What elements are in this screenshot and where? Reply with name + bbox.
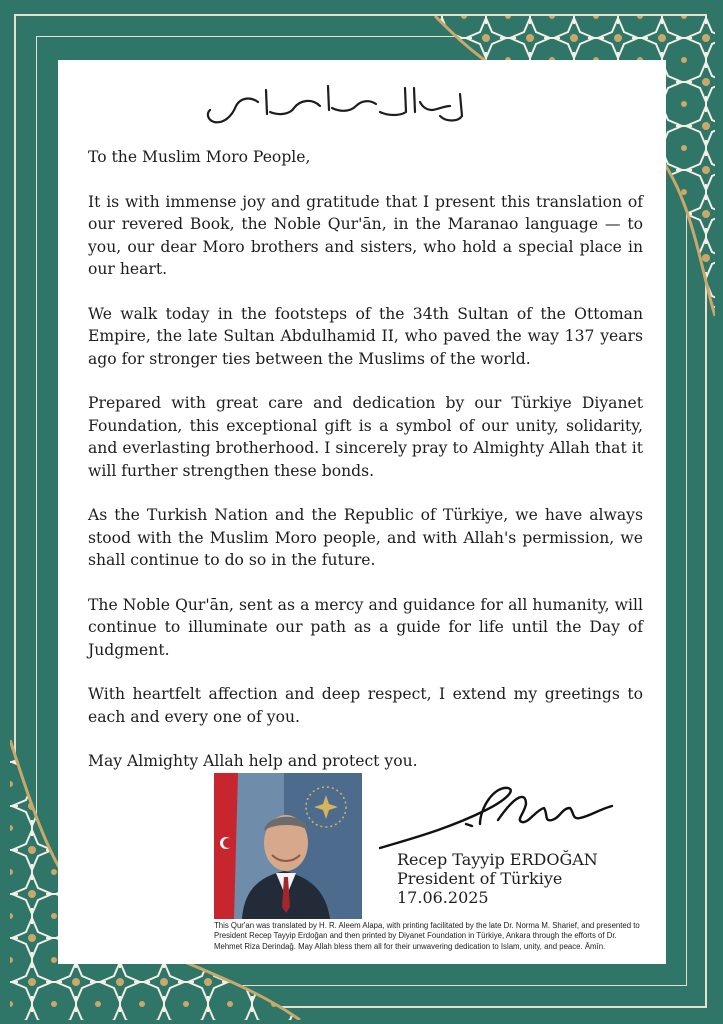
signatory-title: President of Türkiye bbox=[397, 869, 563, 888]
paragraph-4: As the Turkish Nation and the Republic of Türkiye, we have always stood with the Muslim Moro people, and with Allah's permission, we shall continue to do so in the future. bbox=[88, 506, 643, 569]
paragraph-2: We walk today in the footsteps of the 34th Sultan of the Ottoman Empire, the late Sultan Abdulhamid II, who paved the way 137 years ago for stronger ties between the Muslims of the world. bbox=[88, 304, 643, 368]
letter-body bbox=[88, 146, 643, 795]
president-portrait-photo bbox=[214, 773, 362, 919]
paragraph-6: With heartfelt affection and deep respect, I extend my greetings to each and every one of you. bbox=[88, 685, 643, 726]
letter-date: 17.06.2025 bbox=[397, 888, 489, 907]
paragraph-1: It is with immense joy and gratitude that I present this translation of our revered Book, the Noble Qur'ān, in the Maranao language — to you, our dear Moro brothers and sisters, who hold a special place in our heart. bbox=[88, 192, 643, 278]
bismillah-calligraphy bbox=[200, 76, 480, 136]
closing-line: May Almighty Allah help and protect you. bbox=[88, 752, 418, 770]
bismillah-text: بسم الله الرحمن الرحيم bbox=[340, 132, 351, 133]
paragraph-5: The Noble Qur'ān, sent as a mercy and guidance for all humanity, will continue to illuminate our path as a guide for life until the Day of Judgment. bbox=[88, 595, 643, 659]
signatory-name: Recep Tayyip ERDOĞAN bbox=[397, 850, 598, 869]
paragraph-3: Prepared with great care and dedication by our Türkiye Diyanet Foundation, this exceptional gift is a symbol of our unity, solidarity, and everlasting brotherhood. I sincerely pray to Almighty Allah that it will further strengthen these bonds. bbox=[88, 394, 643, 480]
signature-block bbox=[397, 850, 598, 907]
footnote: This Qur'an was translated by H. R. Aleem Alapa, with printing facilitated by the late Dr. Norma M. Sharief, and presented to President Recep Tayyip Erdoğan and then printed by Diyanet Foundation in Türkiye, Ankara through the efforts of Dr. Mehmet Riza Derindağ. May Allah bless them all for their unwavering dedication to Islam, unity, and peace. Āmīn. bbox=[214, 921, 640, 951]
signature-mark bbox=[376, 780, 626, 850]
salutation: To the Muslim Moro People, bbox=[88, 148, 311, 166]
